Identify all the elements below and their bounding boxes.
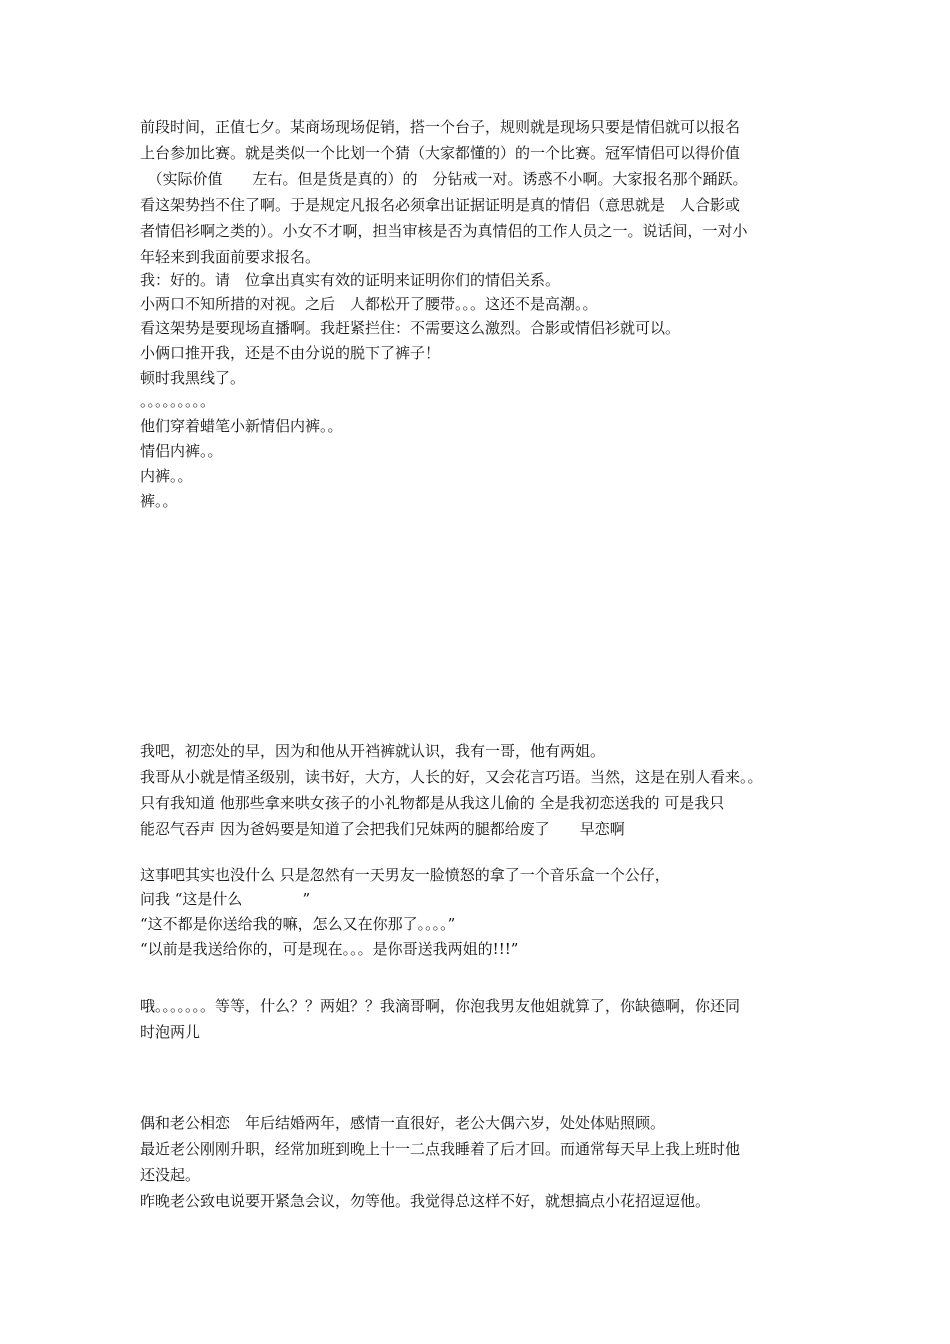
text-line: 看这架势挡不住了啊。于是规定凡报名必须拿出证据证明是真的情侣（意思就是 人合影或: [140, 196, 741, 214]
text-line: 。。。。。。。。。: [140, 392, 216, 410]
text-line: 最近老公刚刚升职，经常加班到晚上十一二点我睡着了后才回。而通常每天早上我上班时他: [140, 1140, 741, 1158]
text-line: “以前是我送给你的，可是现在。。。是你哥送我两姐的!!!”: [140, 940, 519, 958]
text-line: 前段时间，正值七夕。某商场现场促销，搭一个台子，规则就是现场只要是情侣就可以报名: [140, 118, 741, 136]
text-line: 我吧，初恋处的早，因为和他从开裆裤就认识，我有一哥，他有两姐。: [140, 742, 606, 760]
text-line: 问我 “这是什么 ”: [140, 890, 311, 908]
text-line: 年轻来到我面前要求报名。: [140, 248, 321, 266]
text-line: 只有我知道 他那些拿来哄女孩子的小礼物都是从我这儿偷的 全是我初恋送我的 可是我只: [140, 794, 725, 812]
text-line: 偶和老公相恋 年后结婚两年，感情一直很好，老公大偶六岁，处处体贴照顾。: [140, 1114, 666, 1132]
text-line: 裤。。: [140, 492, 178, 510]
text-line: 小两口不知所措的对视。之后 人都松开了腰带。。。这还不是高潮。。: [140, 295, 598, 313]
text-line: （实际价值 左右。但是货是真的）的 分钻戒一对。诱惑不小啊。大家报名那个踊跃。: [140, 170, 748, 188]
text-line: 小俩口推开我，还是不由分说的脱下了裤子！: [140, 344, 441, 362]
text-line: 我：好的。请 位拿出真实有效的证明来证明你们的情侣关系。: [140, 271, 561, 289]
text-line: 能忍气吞声 因为爸妈要是知道了会把我们兄妹两的腿都给废了 早恋啊: [140, 820, 625, 838]
text-line: 看这架势是要现场直播啊。我赶紧拦住：不需要这么激烈。合影或情侣衫就可以。: [140, 319, 681, 337]
text-line: 这事吧其实也没什么 只是忽然有一天男友一脸愤怒的拿了一个音乐盒一个公仔，: [140, 866, 670, 884]
text-line: 还没起。: [140, 1166, 201, 1184]
text-line: 内裤。。: [140, 467, 193, 485]
text-line: 者情侣衫啊之类的）。小女不才啊，担当审核是否为真情侣的工作人员之一。说话间，一对小: [140, 222, 748, 240]
text-line: 时泡两儿: [140, 1023, 201, 1041]
text-line: “这不都是你送给我的嘛，怎么又在你那了。。。。”: [140, 915, 456, 933]
text-line: 哦。。。。。。。等等，什么？？两姐？？我滴哥啊，你泡我男友他姐就算了，你缺德啊，你还同: [140, 997, 741, 1015]
text-line: 上台参加比赛。就是类似一个比划一个猜（大家都懂的）的一个比赛。冠军情侣可以得价值: [140, 144, 741, 162]
text-line: 他们穿着蜡笔小新情侣内裤。。: [140, 417, 343, 435]
text-line: 顿时我黑线了。: [140, 369, 246, 387]
text-line: 我哥从小就是情圣级别，读书好，大方，人长的好，又会花言巧语。当然，这是在别人看来。。: [140, 768, 763, 786]
text-line: 昨晚老公致电说要开紧急会议，勿等他。我觉得总这样不好，就想搞点小花招逗逗他。: [140, 1192, 711, 1210]
text-line: 情侣内裤。。: [140, 442, 223, 460]
